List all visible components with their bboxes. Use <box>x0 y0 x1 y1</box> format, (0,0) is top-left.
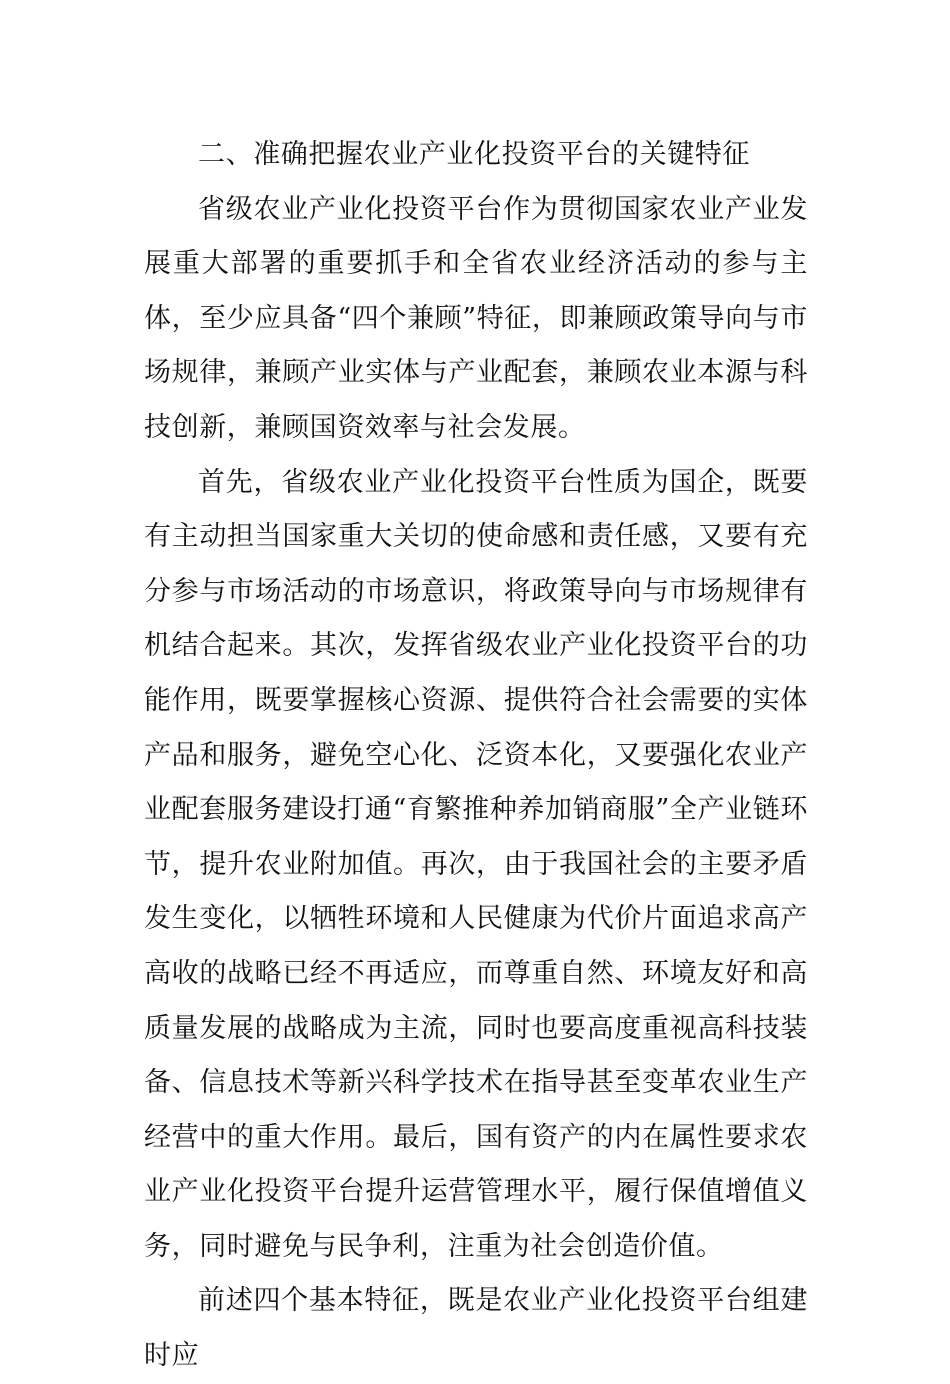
paragraph-four-balances: 省级农业产业化投资平台作为贯彻国家农业产业发展重大部署的重要抓手和全省农业经济活动的参与主体，至少应具备“四个兼顾”特征，即兼顾政策导向与市场规律，兼顾产业实体与产业配套，兼顾农业本源与科技创新，兼顾国资效率与社会发展。 <box>144 193 808 443</box>
paragraph-conclusion-start: 前述四个基本特征，既是农业产业化投资平台组建时应 <box>144 1285 808 1372</box>
document-body <box>144 128 808 1384</box>
paragraph-explanation: 首先，省级农业产业化投资平台性质为国企，既要有主动担当国家重大关切的使命感和责任感，又要有充分参与市场活动的市场意识，将政策导向与市场规律有机结合起来。其次，发挥省级农业产业化投资平台的功能作用，既要掌握核心资源、提供符合社会需要的实体产品和服务，避免空心化、泛资本化，又要强化农业产业配套服务建设打通“育繁推种养加销商服”全产业链环节，提升农业附加值。再次，由于我国社会的主要矛盾发生变化，以牺牲环境和人民健康为代价片面追求高产高收的战略已经不再适应，而尊重自然、环境友好和高质量发展的战略成为主流，同时也要高度重视高科技装备、信息技术等新兴科学技术在指导甚至变革农业生产经营中的重大作用。最后，国有资产的内在属性要求农业产业化投资平台提升运营管理水平，履行保值增值义务，同时避免与民争利，注重为社会创造价值。 <box>144 466 808 1262</box>
section-heading: 二、准确把握农业产业化投资平台的关键特征 <box>198 139 750 170</box>
